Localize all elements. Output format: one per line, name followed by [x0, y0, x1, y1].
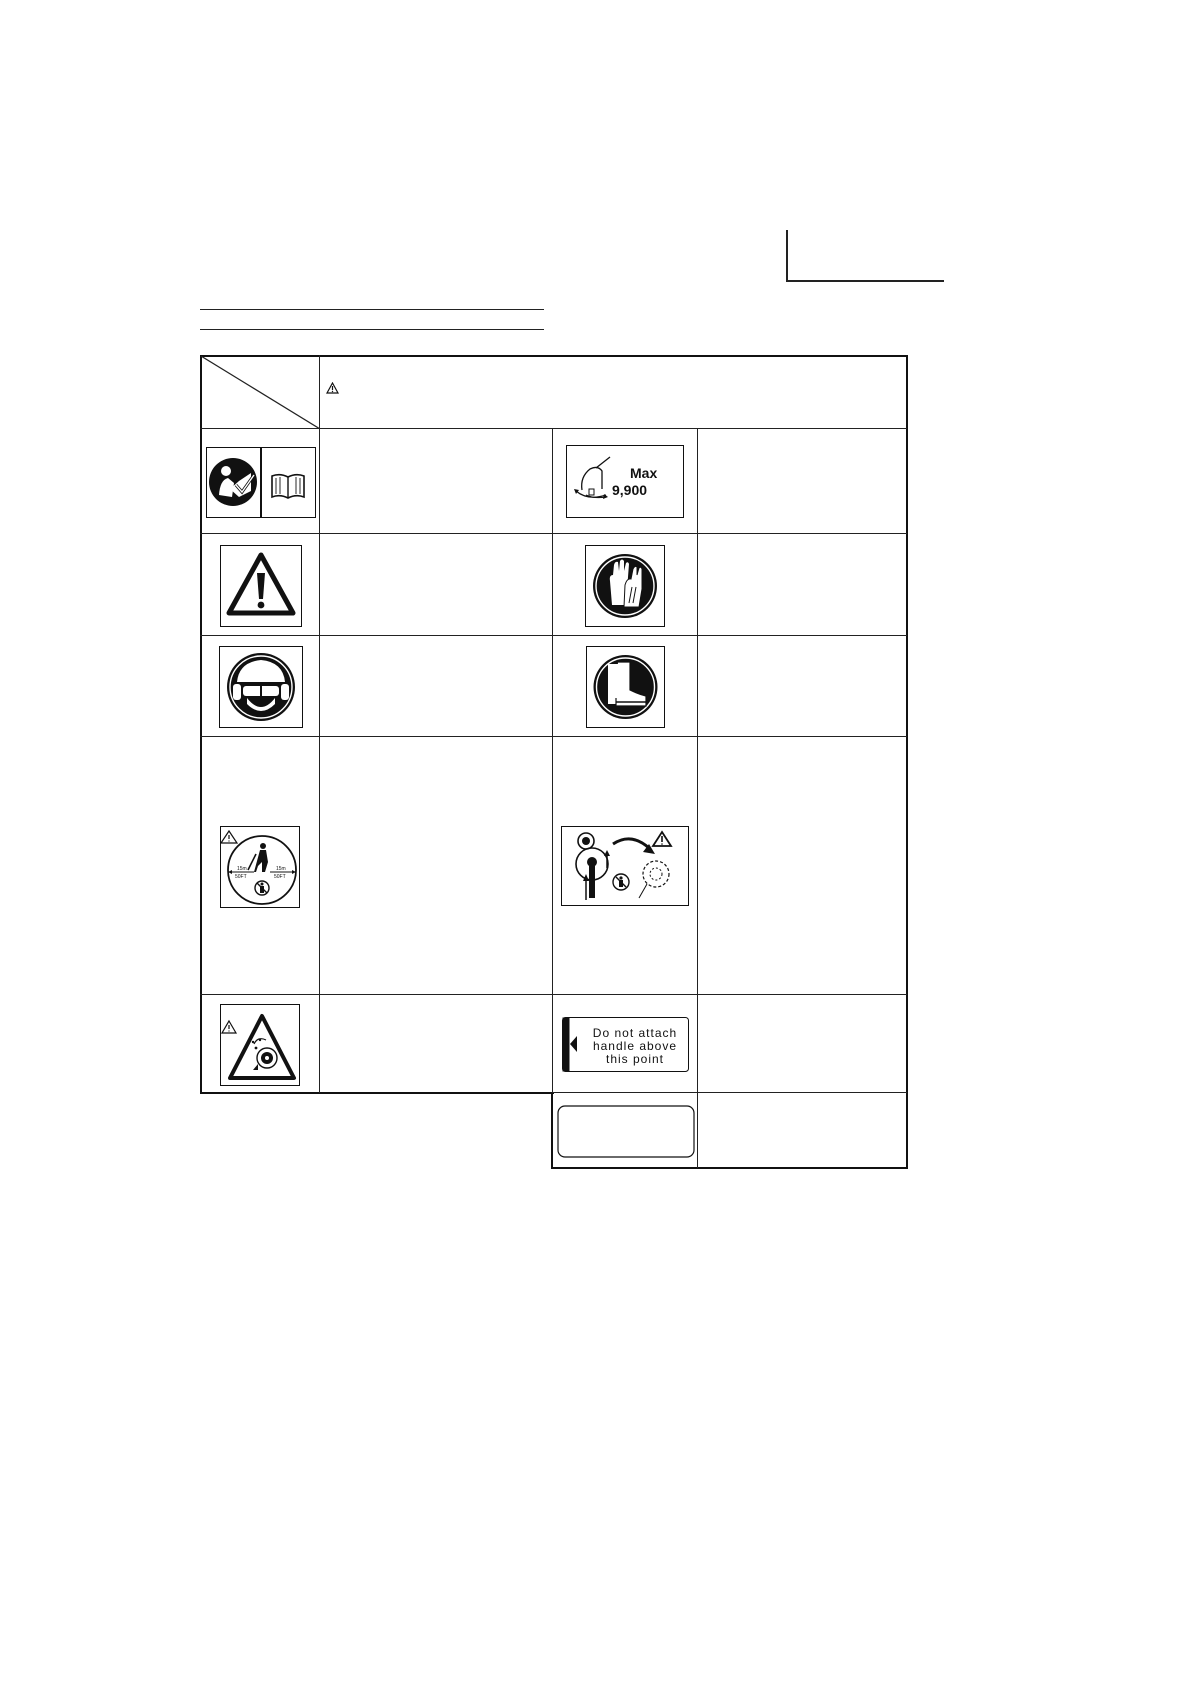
blade-thrust-warning-icon [561, 826, 689, 906]
grid-h-row1 [200, 533, 907, 534]
table-border-extra-left [551, 1092, 553, 1169]
grid-v1 [319, 355, 320, 1093]
grid-h-row4 [200, 994, 907, 995]
distance-right-ft: 50FT [274, 874, 286, 880]
wear-boots-icon [586, 646, 665, 728]
table-border-right [906, 355, 908, 1169]
header-diagonal [201, 356, 320, 429]
general-warning-icon [220, 545, 302, 627]
distance-left-ft: 50FT [235, 874, 247, 880]
heading-rule-bottom [200, 329, 544, 330]
keep-distance-15m-icon [220, 826, 300, 908]
corner-marker-vertical [786, 230, 788, 282]
handle-position-label-icon [562, 1017, 689, 1072]
handle-line3: this point [605, 1052, 665, 1066]
warning-triangle-icon [326, 382, 339, 394]
handle-line1: Do not attach [592, 1026, 678, 1040]
grid-v3 [697, 428, 698, 1168]
table-border-bottom-right [551, 1167, 908, 1169]
corner-marker-horizontal [786, 280, 944, 282]
read-manual-icon [206, 447, 316, 518]
grid-h-row5 [552, 1092, 907, 1093]
table-border-left [200, 355, 202, 1094]
max-speed-label-icon [566, 445, 684, 518]
max-value: 9,900 [612, 482, 648, 498]
distance-right-m: 15m [276, 866, 286, 872]
distance-left-m: 15m [237, 866, 247, 872]
wear-gloves-icon [585, 545, 665, 627]
grid-h-row3 [200, 736, 907, 737]
handle-line2: handle above [592, 1039, 678, 1053]
heading-rule-top [200, 309, 544, 310]
flying-objects-warning-icon [220, 1004, 300, 1086]
grid-h-row2 [200, 635, 907, 636]
blank-label-icon [557, 1105, 695, 1158]
table-border-bottom-left [200, 1092, 554, 1094]
max-label: Max [630, 465, 658, 481]
wear-head-eye-ear-protection-icon [219, 646, 303, 728]
